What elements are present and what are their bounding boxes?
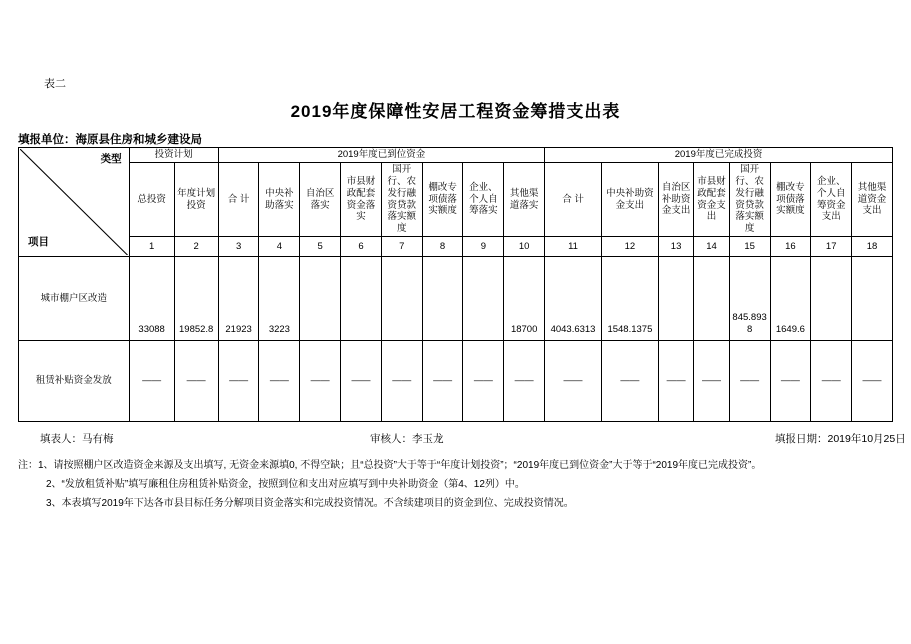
table-row xyxy=(19,341,893,422)
row-label-shantytown: 城市棚户区改造 xyxy=(19,257,130,341)
cell-r1-c15: —— xyxy=(729,341,770,422)
corner-type-label: 类型 xyxy=(100,153,122,165)
sub-header-3: 合 计 xyxy=(218,162,259,236)
form-label: 表二 xyxy=(44,78,66,90)
cell-r0-c4: 3223 xyxy=(259,257,300,341)
cell-r0-c9 xyxy=(463,257,504,341)
cell-r0-c15: 845.8938 xyxy=(729,257,770,341)
cell-r0-c5 xyxy=(300,257,341,341)
cell-r1-c11: —— xyxy=(545,341,602,422)
sub-header-12: 中央补助资金支出 xyxy=(601,162,658,236)
cell-r1-c7: —— xyxy=(381,341,422,422)
sub-header-8: 棚改专项债落实额度 xyxy=(422,162,463,236)
notes-section xyxy=(18,456,898,513)
cell-r0-c14 xyxy=(694,257,729,341)
cell-r1-c9: —— xyxy=(463,341,504,422)
cell-r0-c18 xyxy=(852,257,893,341)
sub-header-4: 中央补助落实 xyxy=(259,162,300,236)
group-header-investment-plan: 投资计划 xyxy=(129,148,218,163)
sub-header-10: 其他渠道落实 xyxy=(504,162,545,236)
column-number-17: 17 xyxy=(811,237,852,257)
sub-header-14: 市县财政配套资金支出 xyxy=(694,162,729,236)
column-number-14: 14 xyxy=(694,237,729,257)
cell-r1-c17: —— xyxy=(811,341,852,422)
column-number-7: 7 xyxy=(381,237,422,257)
sub-header-18: 其他渠道资金支出 xyxy=(852,162,893,236)
cell-r1-c4: —— xyxy=(259,341,300,422)
column-number-16: 16 xyxy=(770,237,811,257)
group-header-completed-investment: 2019年度已完成投资 xyxy=(545,148,893,163)
cell-r0-c2: 19852.8 xyxy=(174,257,218,341)
sub-header-9: 企业、个人自筹落实 xyxy=(463,162,504,236)
sub-header-5: 自治区落实 xyxy=(300,162,341,236)
cell-r0-c1: 33088 xyxy=(129,257,174,341)
page-title: 2019年度保障性安居工程资金筹措支出表 xyxy=(290,102,621,121)
note-1: 注：1、请按照棚户区改造资金来源及支出填写, 无资金来源填0, 不得空缺；且“总投资”大于等于“年度计划投资”；“2019年度已到位资金”大于等于“2019年度已完成投资”。 xyxy=(18,460,762,471)
column-number-2: 2 xyxy=(174,237,218,257)
column-number-12: 12 xyxy=(601,237,658,257)
preparer-label: 填表人：马有梅 xyxy=(40,433,114,445)
column-number-18: 18 xyxy=(852,237,893,257)
cell-r0-c8 xyxy=(422,257,463,341)
column-number-1: 1 xyxy=(129,237,174,257)
sub-header-13: 自治区补助资金支出 xyxy=(658,162,693,236)
column-number-13: 13 xyxy=(658,237,693,257)
sub-header-1: 总投资 xyxy=(129,162,174,236)
sub-header-7: 国开行、农发行融资贷款落实额度 xyxy=(381,162,422,236)
cell-r0-c11: 4043.6313 xyxy=(545,257,602,341)
column-number-9: 9 xyxy=(463,237,504,257)
cell-r0-c16: 1649.6 xyxy=(770,257,811,341)
auditor-label: 审核人：李玉龙 xyxy=(370,433,444,445)
sub-header-16: 棚改专项债落实额度 xyxy=(770,162,811,236)
cell-r0-c7 xyxy=(381,257,422,341)
cell-r1-c10: —— xyxy=(504,341,545,422)
group-header-row xyxy=(19,148,893,163)
cell-r0-c12: 1548.1375 xyxy=(601,257,658,341)
sub-header-17: 企业、个人自筹资金支出 xyxy=(811,162,852,236)
cell-r0-c10: 18700 xyxy=(504,257,545,341)
column-number-3: 3 xyxy=(218,237,259,257)
column-number-8: 8 xyxy=(422,237,463,257)
column-number-11: 11 xyxy=(545,237,602,257)
cell-r1-c5: —— xyxy=(300,341,341,422)
group-header-received-funds: 2019年度已到位资金 xyxy=(218,148,544,163)
cell-r0-c3: 21923 xyxy=(218,257,259,341)
cell-r1-c12: —— xyxy=(601,341,658,422)
reporter-unit: 填报单位：海原县住房和城乡建设局 xyxy=(18,134,202,146)
table-row xyxy=(19,257,893,341)
funding-table xyxy=(18,147,893,422)
sub-header-row xyxy=(19,162,893,236)
sub-header-6: 市县财政配套资金落实 xyxy=(341,162,382,236)
cell-r1-c6: —— xyxy=(341,341,382,422)
column-number-4: 4 xyxy=(259,237,300,257)
column-number-5: 5 xyxy=(300,237,341,257)
cell-r1-c16: —— xyxy=(770,341,811,422)
cell-r1-c13: —— xyxy=(658,341,693,422)
cell-r0-c17 xyxy=(811,257,852,341)
sub-header-11: 合 计 xyxy=(545,162,602,236)
corner-item-label: 项目 xyxy=(28,236,49,248)
sub-header-2: 年度计划投资 xyxy=(174,162,218,236)
cell-r1-c2: —— xyxy=(174,341,218,422)
note-3: 3、本表填写2019年下达各市县目标任务分解项目资金落实和完成投资情况。不含续建项目的资金到位、完成投资情况。 xyxy=(46,498,574,509)
sub-header-15: 国开行、农发行融资贷款落实额度 xyxy=(729,162,770,236)
column-number-15: 15 xyxy=(729,237,770,257)
column-number-10: 10 xyxy=(504,237,545,257)
cell-r1-c14: —— xyxy=(694,341,729,422)
report-date-label: 填报日期：2019年10月25日 xyxy=(775,433,906,445)
row-label-rent-subsidy: 租赁补贴资金发放 xyxy=(19,341,130,422)
cell-r1-c1: —— xyxy=(129,341,174,422)
corner-header xyxy=(19,148,130,257)
note-2: 2、“发放租赁补贴”填写廉租住房租赁补贴资金，按照到位和支出对应填写到中央补助资金（第4、12列）中。 xyxy=(46,479,525,490)
column-number-6: 6 xyxy=(341,237,382,257)
cell-r1-c8: —— xyxy=(422,341,463,422)
cell-r0-c13 xyxy=(658,257,693,341)
cell-r0-c6 xyxy=(341,257,382,341)
column-number-row xyxy=(19,237,893,257)
cell-r1-c18: —— xyxy=(852,341,893,422)
cell-r1-c3: —— xyxy=(218,341,259,422)
